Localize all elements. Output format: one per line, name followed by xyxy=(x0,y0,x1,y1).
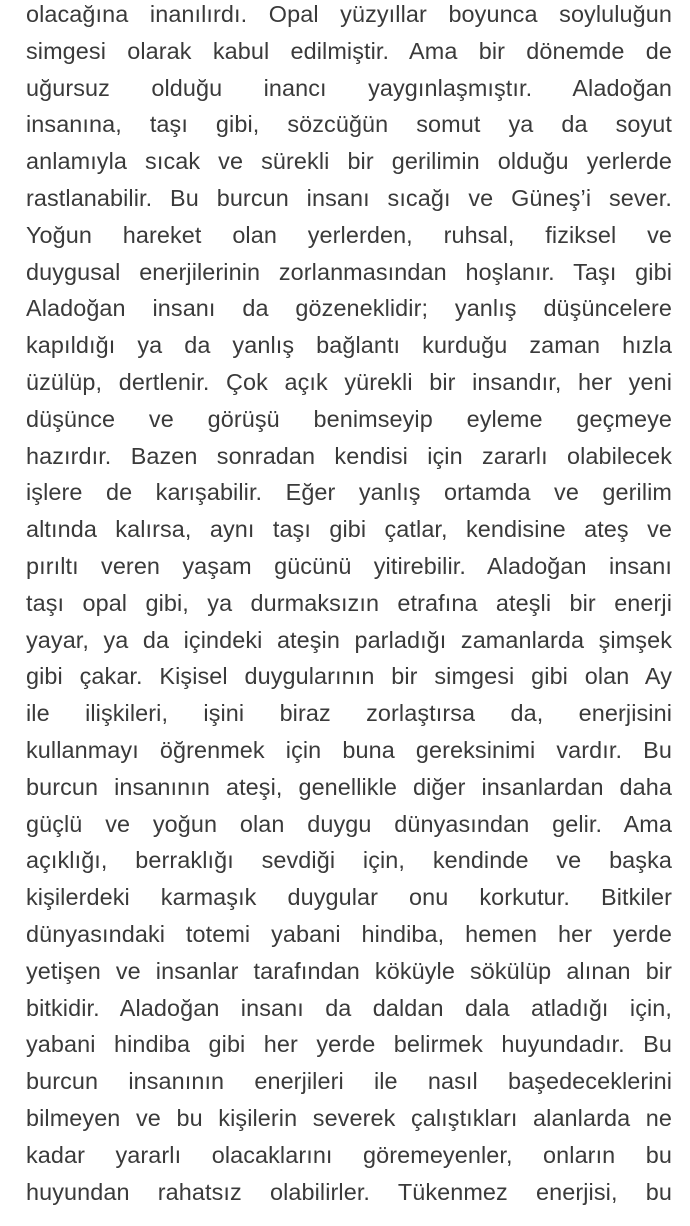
text-line: yabani hindiba gibi her yerde belirmek huyundadır. Bu xyxy=(26,1031,672,1058)
text-line: olacağına inanılırdı. Opal yüzyıllar boyunca soyluluğun xyxy=(26,1,672,27)
text-line: simgesi olarak kabul edilmiştir. Ama bir dönemde de xyxy=(26,37,672,64)
text-line: huyundan rahatsız olabilirler. Tükenmez enerjisi, bu xyxy=(26,1178,672,1205)
text-line: dünyasındaki totemi yabani hindiba, hemen her yerde xyxy=(26,920,672,947)
text-line: üzülüp, dertlenir. Çok açık yürekli bir insandır, her yeni xyxy=(26,368,672,395)
text-line: yayar, ya da içindeki ateşin parladığı zamanlarda şimşek xyxy=(26,626,672,653)
text-line: güçlü ve yoğun olan duygu dünyasından gelir. Ama xyxy=(26,810,672,837)
text-line: hazırdır. Bazen sonradan kendisi için zararlı olabilecek xyxy=(26,442,672,469)
text-line: uğursuz olduğu inancı yaygınlaşmıştır. Aladoğan xyxy=(26,74,672,101)
text-line: düşünce ve görüşü benimseyip eyleme geçmeye xyxy=(26,405,672,432)
article-body xyxy=(26,0,672,1210)
text-line: Yoğun hareket olan yerlerden, ruhsal, fiziksel ve xyxy=(26,221,672,248)
text-line: taşı opal gibi, ya durmaksızın etrafına ateşli bir enerji xyxy=(26,589,672,616)
text-line: duygusal enerjilerinin zorlanmasından hoşlanır. Taşı gibi xyxy=(26,258,672,285)
text-line: yetişen ve insanlar tarafından köküyle sökülüp alınan bir xyxy=(26,957,672,984)
text-line: kişilerdeki karmaşık duygular onu korkutur. Bitkiler xyxy=(26,884,672,911)
text-line: burcun insanının ateşi, genellikle diğer insanlardan daha xyxy=(26,773,672,800)
text-line: kullanmayı öğrenmek için buna gereksinimi vardır. Bu xyxy=(26,736,672,763)
text-line: altında kalırsa, aynı taşı gibi çatlar, kendisine ateş ve xyxy=(26,516,672,543)
text-line: insanına, taşı gibi, sözcüğün somut ya da soyut xyxy=(26,111,672,138)
text-line: açıklığı, berraklığı sevdiği için, kendinde ve başka xyxy=(26,847,672,874)
text-line: kapıldığı ya da yanlış bağlantı kurduğu zaman hızla xyxy=(26,332,672,359)
text-line: Aladoğan insanı da gözeneklidir; yanlış düşüncelere xyxy=(26,295,672,322)
text-line: kadar yararlı olacaklarını göremeyenler, onların bu xyxy=(26,1141,672,1168)
text-line: rastlanabilir. Bu burcun insanı sıcağı ve Güneş’i sever. xyxy=(26,184,672,211)
text-line: ile ilişkileri, işini biraz zorlaştırsa da, enerjisini xyxy=(26,700,672,727)
text-line: bitkidir. Aladoğan insanı da daldan dala atladığı için, xyxy=(26,994,672,1021)
text-line: burcun insanının enerjileri ile nasıl başedeceklerini xyxy=(26,1068,672,1095)
text-line: gibi çakar. Kişisel duygularının bir simgesi gibi olan Ay xyxy=(26,663,672,690)
text-line: işlere de karışabilir. Eğer yanlış ortamda ve gerilim xyxy=(26,479,672,506)
text-line: bilmeyen ve bu kişilerin severek çalıştıkları alanlarda ne xyxy=(26,1104,672,1131)
text-line: pırıltı veren yaşam gücünü yitirebilir. Aladoğan insanı xyxy=(26,552,672,579)
text-line: anlamıyla sıcak ve sürekli bir gerilimin olduğu yerlerde xyxy=(26,148,672,175)
